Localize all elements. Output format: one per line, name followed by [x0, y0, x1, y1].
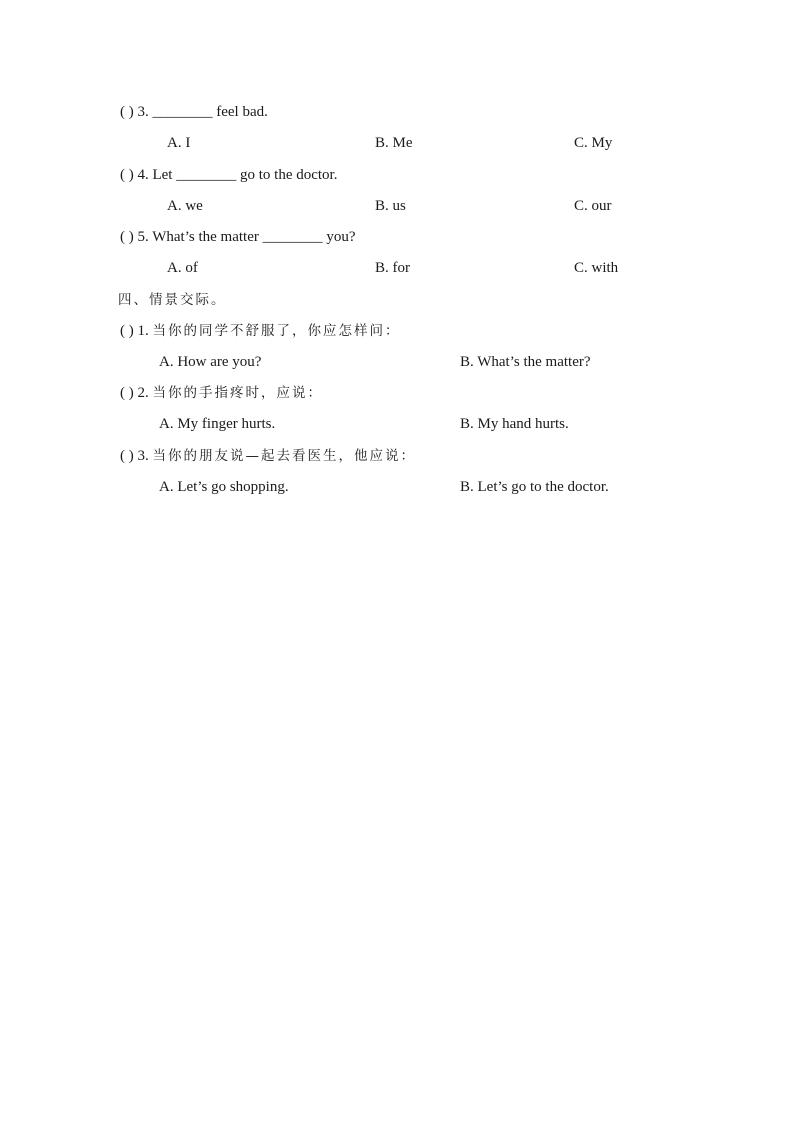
q3-option-a: A. I	[167, 135, 191, 151]
s4-q3-option-a: A. Let’s go shopping.	[159, 479, 289, 495]
q4-option-b: B. us	[375, 198, 406, 214]
s4-q3-prompt: 当你的朋友说—起去看医生，他应说：	[152, 448, 416, 464]
s4-q1-option-b: B. What’s the matter?	[460, 354, 591, 370]
q3-option-b: B. Me	[375, 135, 413, 151]
section-4-heading: 四、情景交际。	[118, 292, 227, 308]
s4-q2-option-b: B. My hand hurts.	[460, 416, 569, 432]
question-3-stem: ( ) 3. ________ feel bad.	[120, 104, 268, 120]
q4-option-c: C. our	[574, 198, 612, 214]
s4-q1-prompt: 当你的同学不舒服了，你应怎样问：	[152, 323, 401, 339]
q5-option-b: B. for	[375, 260, 410, 276]
s4-q2-number: ( ) 2.	[120, 385, 149, 401]
s4-question-1	[120, 322, 401, 340]
s4-q1-option-a: A. How are you?	[159, 354, 262, 370]
q4-option-a: A. we	[167, 198, 203, 214]
s4-q2-prompt: 当你的手指疼时，应说：	[152, 385, 323, 401]
s4-q3-option-b: B. Let’s go to the doctor.	[460, 479, 609, 495]
s4-question-3	[120, 447, 416, 465]
s4-q2-option-a: A. My finger hurts.	[159, 416, 276, 432]
q5-option-c: C. with	[574, 260, 619, 276]
s4-question-2	[120, 384, 323, 402]
s4-q3-number: ( ) 3.	[120, 448, 149, 464]
question-5-stem: ( ) 5. What’s the matter ________ you?	[120, 229, 356, 245]
q3-option-c: C. My	[574, 135, 613, 151]
q5-option-a: A. of	[167, 260, 198, 276]
s4-q1-number: ( ) 1.	[120, 323, 149, 339]
question-4-stem: ( ) 4. Let ________ go to the doctor.	[120, 167, 338, 183]
